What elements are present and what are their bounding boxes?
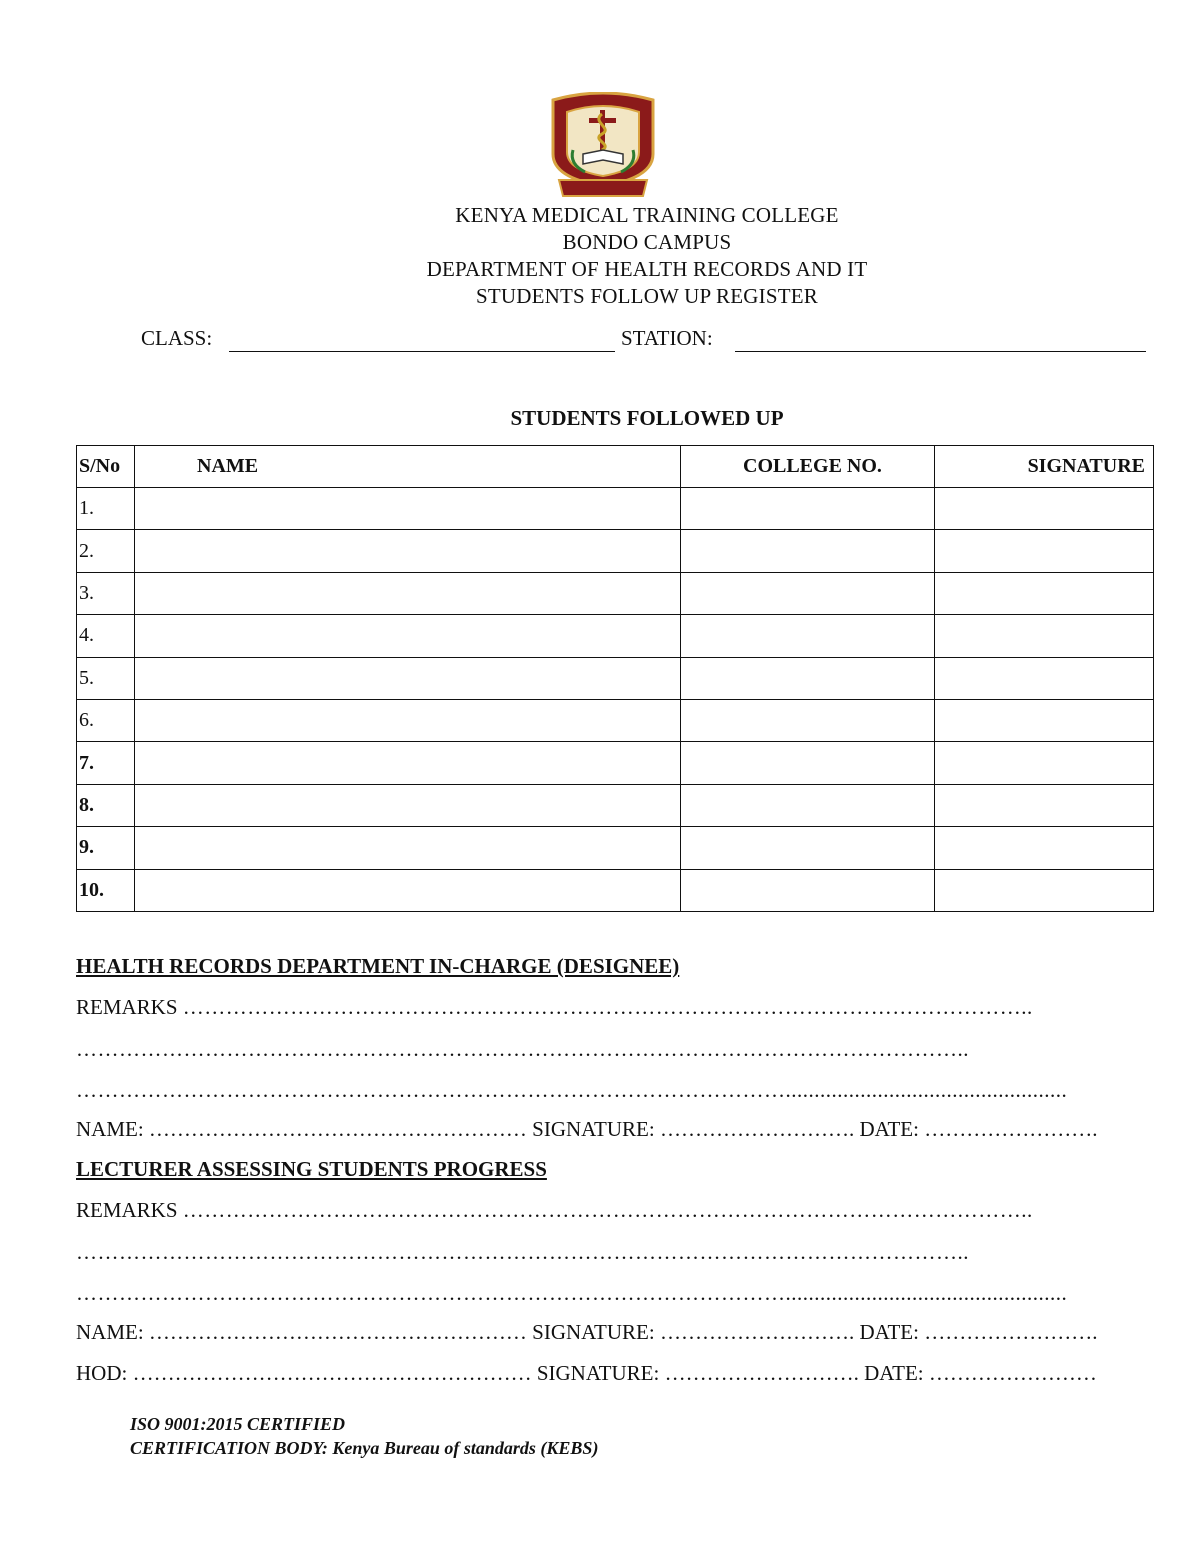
hod-signature-field[interactable]: ………………………. — [664, 1361, 859, 1385]
iso-certification: ISO 9001:2015 CERTIFIED — [130, 1414, 346, 1434]
name-label: NAME: — [76, 1320, 144, 1344]
department-name: DEPARTMENT OF HEALTH RECORDS AND IT — [426, 257, 868, 281]
name-cell[interactable] — [135, 869, 681, 911]
hod-label: HOD: — [76, 1361, 128, 1385]
col-name: NAME — [135, 446, 681, 488]
name-signature-date-line — [76, 1117, 1097, 1142]
table-row — [77, 742, 1154, 784]
table-row — [77, 530, 1154, 572]
row-number: 1. — [77, 488, 135, 530]
row-number: 10. — [77, 869, 135, 911]
signature-label: SIGNATURE: — [532, 1117, 655, 1141]
date-label: DATE: — [859, 1117, 919, 1141]
college-no-cell[interactable] — [681, 784, 935, 826]
college-no-cell[interactable] — [681, 699, 935, 741]
college-no-cell[interactable] — [681, 488, 935, 530]
name-cell[interactable] — [135, 488, 681, 530]
document-header — [0, 202, 1200, 310]
row-number: 5. — [77, 657, 135, 699]
row-number: 2. — [77, 530, 135, 572]
signature-cell[interactable] — [935, 657, 1154, 699]
remarks-line-1[interactable] — [76, 1198, 1033, 1223]
college-no-cell[interactable] — [681, 615, 935, 657]
name-cell[interactable] — [135, 615, 681, 657]
signature-label: SIGNATURE: — [532, 1320, 655, 1344]
hod-field[interactable]: ………………………………………………… — [132, 1361, 532, 1385]
table-row — [77, 784, 1154, 826]
college-no-cell[interactable] — [681, 657, 935, 699]
college-no-cell[interactable] — [681, 827, 935, 869]
name-cell[interactable] — [135, 699, 681, 741]
col-sno: S/No — [77, 446, 135, 488]
name-field[interactable]: ……………………………………………… — [148, 1117, 527, 1141]
remarks-label: REMARKS — [76, 995, 178, 1019]
col-signature: SIGNATURE — [935, 446, 1154, 488]
table-row — [77, 869, 1154, 911]
name-label: NAME: — [76, 1117, 144, 1141]
signature-field[interactable]: ………………………. — [659, 1117, 855, 1141]
signature-field[interactable]: ………………………. — [659, 1320, 855, 1344]
college-logo — [547, 92, 659, 198]
table-row — [77, 488, 1154, 530]
college-name: KENYA MEDICAL TRAINING COLLEGE — [455, 203, 839, 227]
signature-cell[interactable] — [935, 530, 1154, 572]
table-row — [77, 657, 1154, 699]
register-title: STUDENTS FOLLOW UP REGISTER — [476, 284, 818, 308]
college-no-cell[interactable] — [681, 869, 935, 911]
college-no-cell[interactable] — [681, 530, 935, 572]
signature-cell[interactable] — [935, 615, 1154, 657]
signature-cell[interactable] — [935, 784, 1154, 826]
row-number: 4. — [77, 615, 135, 657]
table-row — [77, 615, 1154, 657]
table-header-row — [77, 446, 1154, 488]
signature-cell[interactable] — [935, 699, 1154, 741]
name-field[interactable]: ……………………………………………… — [148, 1320, 527, 1344]
remarks-line-1[interactable] — [76, 995, 1033, 1020]
hod-date-label: DATE: — [864, 1361, 924, 1385]
section-lecturer-title: LECTURER ASSESSING STUDENTS PROGRESS — [76, 1157, 547, 1181]
date-field[interactable]: ……………………. — [924, 1117, 1098, 1141]
row-number: 7. — [77, 742, 135, 784]
section-health-records-title: HEALTH RECORDS DEPARTMENT IN-CHARGE (DESIGNEE) — [76, 954, 680, 978]
signature-cell[interactable] — [935, 572, 1154, 614]
col-college-no: COLLEGE NO. — [681, 446, 935, 488]
table-row — [77, 572, 1154, 614]
name-cell[interactable] — [135, 530, 681, 572]
signature-cell[interactable] — [935, 742, 1154, 784]
table-row — [77, 827, 1154, 869]
remarks-line-3[interactable]: ………………………………………………………………………………………................................................. — [76, 1078, 1068, 1102]
row-number: 6. — [77, 699, 135, 741]
college-no-cell[interactable] — [681, 742, 935, 784]
campus-name: BONDO CAMPUS — [562, 230, 732, 254]
row-number: 3. — [77, 572, 135, 614]
row-number: 8. — [77, 784, 135, 826]
certification-footer — [130, 1412, 598, 1460]
date-label: DATE: — [859, 1320, 919, 1344]
class-label: CLASS: — [141, 326, 213, 350]
station-field[interactable] — [735, 351, 1146, 352]
college-no-cell[interactable] — [681, 572, 935, 614]
certification-body: CERTIFICATION BODY: Kenya Bureau of standards (KEBS) — [130, 1438, 599, 1458]
row-number: 9. — [77, 827, 135, 869]
name-cell[interactable] — [135, 742, 681, 784]
name-signature-date-line — [76, 1320, 1097, 1345]
name-cell[interactable] — [135, 572, 681, 614]
signature-cell[interactable] — [935, 869, 1154, 911]
name-cell[interactable] — [135, 784, 681, 826]
remarks-dots: ……………………………………………………………………………………………………….. — [182, 995, 1033, 1019]
signature-cell[interactable] — [935, 488, 1154, 530]
class-field[interactable] — [229, 351, 615, 352]
remarks-line-2[interactable]: …………………………………………………………………………………………………………….. — [76, 1240, 969, 1264]
date-field[interactable]: ……………………. — [924, 1320, 1098, 1344]
remarks-dots: ……………………………………………………………………………………………………….. — [182, 1198, 1033, 1222]
signature-cell[interactable] — [935, 827, 1154, 869]
remarks-label: REMARKS — [76, 1198, 178, 1222]
table-title: STUDENTS FOLLOWED UP — [510, 406, 784, 430]
table-row — [77, 699, 1154, 741]
remarks-line-2[interactable]: …………………………………………………………………………………………………………….. — [76, 1037, 969, 1061]
students-table — [76, 445, 1154, 912]
name-cell[interactable] — [135, 827, 681, 869]
hod-date-field[interactable]: …………………… — [928, 1361, 1097, 1385]
station-label: STATION: — [621, 326, 713, 350]
hod-line — [76, 1361, 1097, 1386]
name-cell[interactable] — [135, 657, 681, 699]
hod-signature-label: SIGNATURE: — [536, 1361, 660, 1385]
remarks-line-3[interactable]: ………………………………………………………………………………………................................................. — [76, 1281, 1068, 1305]
